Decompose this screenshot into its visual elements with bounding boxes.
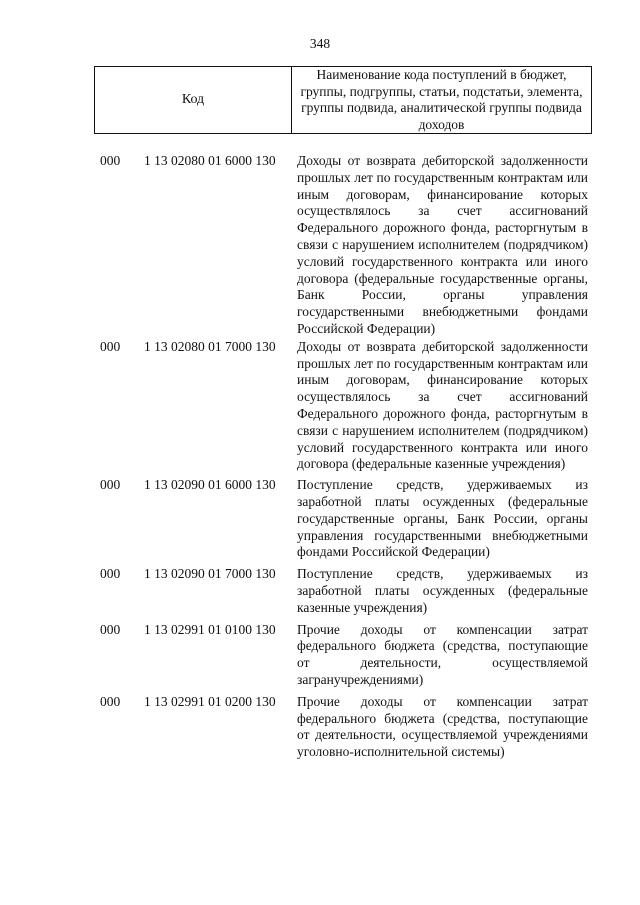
income-code: 1 13 02090 01 6000 130 bbox=[144, 477, 276, 493]
income-code: 1 13 02080 01 7000 130 bbox=[144, 338, 276, 354]
table-row bbox=[100, 566, 590, 616]
income-code: 1 13 02080 01 6000 130 bbox=[144, 153, 276, 168]
income-code: 1 13 02991 01 0100 130 bbox=[144, 621, 276, 637]
income-code-list bbox=[100, 153, 590, 761]
admin-code: 000 bbox=[100, 566, 121, 582]
header-code-label: Код bbox=[95, 67, 292, 133]
income-description: Доходы от возврата дебиторской задолженности прошлых лет по государственным контрактам или иным договорам, финансирование которых осуществлялось за счет ассигнований Федерального дорожного фонда, расторгнутым в связи с нарушением исполнителем (подрядчиком) условий государственного контракта или иного договора (федеральные казенные учреждения) bbox=[297, 338, 588, 472]
income-code: 1 13 02090 01 7000 130 bbox=[144, 566, 276, 582]
page-number: 348 bbox=[309, 36, 331, 51]
admin-code: 000 bbox=[100, 693, 121, 709]
income-code: 1 13 02991 01 0200 130 bbox=[144, 693, 276, 709]
income-description: Доходы от возврата дебиторской задолженности прошлых лет по государственным контрактам или иным договорам, финансирование которых осуществлялось за счет ассигнований Федерального дорожного фонда, расторгнутым в связи с нарушением исполнителем (подрядчиком) условий государственного контракта или иного договора (федеральные государственные органы, Банк России, органы управления государственными внебюджетными фондами Российской Федерации) bbox=[297, 153, 588, 336]
income-description: Поступление средств, удерживаемых из заработной платы осужденных (федеральные казенные учреждения) bbox=[297, 566, 588, 615]
income-description: Прочие доходы от компенсации затрат федерального бюджета (средства, поступающие от деятельности, осуществляемой загранучреждениями) bbox=[297, 621, 588, 687]
table-row bbox=[100, 477, 590, 561]
admin-code: 000 bbox=[100, 477, 121, 493]
table-row bbox=[100, 153, 590, 338]
admin-code: 000 bbox=[100, 153, 121, 168]
header-name-label: Наименование кода поступлений в бюджет, группы, подгруппы, статьи, подстатьи, элемента, группы подвида, аналитической группы подвида доходов bbox=[300, 67, 583, 132]
table-row bbox=[100, 694, 590, 761]
admin-code: 000 bbox=[100, 621, 121, 637]
income-description: Прочие доходы от компенсации затрат федерального бюджета (средства, поступающие от деятельности, осуществляемой учреждениями уголовно-исполнительной системы) bbox=[297, 693, 588, 760]
table-header bbox=[94, 66, 592, 134]
income-description: Поступление средств, удерживаемых из заработной платы осужденных (федеральные государственные органы, Банк России, органы управления государственными внебюджетными фондами Российской Федерации) bbox=[297, 477, 588, 560]
admin-code: 000 bbox=[100, 338, 121, 354]
table-row bbox=[100, 622, 590, 689]
table-row bbox=[100, 339, 590, 473]
